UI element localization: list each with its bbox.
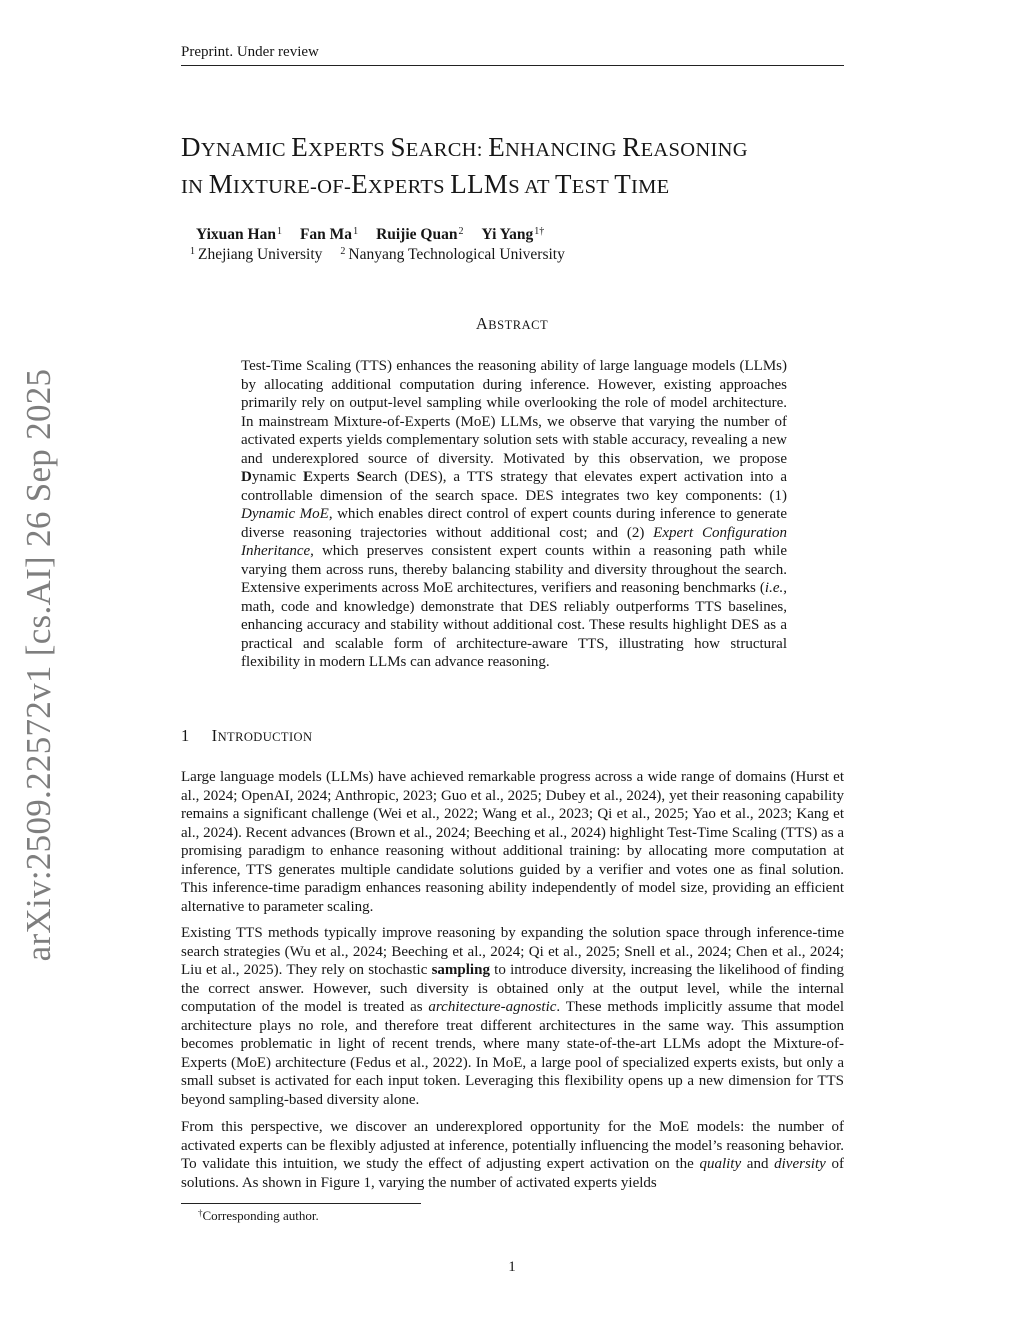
affiliation-mark: 1 [190, 246, 195, 257]
author-name: Yixuan Han [196, 226, 276, 243]
affiliation-mark: 2 [340, 246, 346, 257]
title-word-rest: IXTURE-OF- [233, 176, 352, 198]
title-word-cap: S [390, 132, 406, 162]
header-rule [181, 65, 844, 66]
affiliation [340, 246, 564, 263]
author [481, 226, 544, 243]
intro-paragraph-1 [181, 768, 844, 916]
title-word-cap: E [291, 132, 309, 162]
author [196, 226, 282, 243]
page-number: 1 [508, 1259, 516, 1275]
title-word-rest: S [508, 176, 525, 198]
section-heading-introduction [181, 726, 312, 746]
footnote-text: Corresponding author. [202, 1208, 319, 1223]
text-run: earch (DES), a TTS strategy that elevates expert activation into a controllable dimension of the search space. DES integrates two key components: (1) [241, 469, 787, 504]
text-run: xperts [312, 469, 357, 485]
title-line-2 [181, 167, 861, 204]
footnote-rule [181, 1203, 421, 1204]
abstract-heading [0, 314, 1024, 334]
title-word-rest: EARCH: [405, 139, 489, 161]
arxiv-identifier-stamp[interactable]: arXiv:2509.22572v1 [cs.AI] 26 Sep 2025 [19, 368, 58, 962]
title-word-rest: XPERTS [308, 139, 391, 161]
text-run: of solutions. As shown in Figure 1, varying the number of activated experts yields [181, 1156, 844, 1191]
footnote-mark: † [198, 1208, 203, 1218]
text-run: Expert Configuration Inheritance [241, 524, 787, 559]
title-word-cap: T [614, 169, 631, 199]
text-run: architecture-agnostic [428, 999, 557, 1015]
paper-title [181, 130, 861, 204]
intro-paragraph-2 [181, 924, 844, 1109]
section-heading-cap: I [211, 726, 218, 745]
text-run: Dynamic MoE [241, 506, 329, 522]
title-word-rest: IME [630, 176, 670, 198]
title-word-rest: NHANCING [505, 139, 623, 161]
title-word-rest: IN [181, 176, 209, 198]
text-run: S [356, 469, 365, 485]
title-word-rest: YNAMIC [200, 139, 292, 161]
author-name: Yi Yang [481, 226, 534, 243]
text-run: i.e. [764, 580, 784, 596]
text-run: Existing TTS methods typically improve reasoning by expanding the solution space through inference-time search strategies (Wu et al., 2024; Beeching et al., 2024; Qi et al., 2025; Snell et al., 2024; Chen et al., 2024; Liu et al., 2025). They rely on stochastic [181, 925, 844, 978]
title-word-cap: E [351, 169, 368, 199]
text-run: Test-Time Scaling (TTS) enhances the reasoning ability of large language models (LLMs) by allocating additional computation during inference. However, existing approaches primarily rely on output-level sampling while overlooking the role of model architecture. In mainstream Mixture-of-Experts (MoE) LLMs, we observe that varying the number of activated experts yields complementary solution sets with stable accuracy, revealing a new and underexplored source of diversity. Motivated by this observation, we propose [241, 358, 787, 467]
footnote [198, 1208, 319, 1224]
author [300, 226, 358, 243]
text-run: to introduce diversity, increasing the likelihood of finding the correct answer. However, such diversity is obtained only at the output level, while the internal computation of the model is treated as [181, 962, 844, 1015]
affiliation-list [190, 246, 583, 264]
running-header: Preprint. Under review [181, 44, 319, 60]
author-list [196, 226, 562, 244]
text-run: D [241, 469, 252, 485]
title-word-cap: E [488, 132, 506, 162]
text-run: E [302, 469, 313, 485]
title-line-1 [181, 130, 861, 167]
text-run: Large language models (LLMs) have achieved remarkable progress across a wide range of domains (Hurst et al., 2024; OpenAI, 2024; Anthropic, 2023; Guo et al., 2025; Dubey et al., 2024), yet their reasoning capability remains a significant challenge (Wei et al., 2022; Wang et al., 2023; Qi et al., 2025; Yao et al., 2023; Kang et al., 2024). Recent advances (Brown et al., 2024; Beeching et al., 2024) highlight Test-Time Scaling (TTS) as a promising paradigm to enhance reasoning without additional training: by allocating more computation at inference, TTS generates multiple candidate solutions guided by a verifier and votes one as final solution. This inference-time paradigm enhances reasoning ability independently of model size, providing an efficient alternative to parameter scaling. [181, 769, 844, 915]
intro-paragraph-3 [181, 1118, 844, 1192]
text-run: , which enables direct control of expert counts during inference to generate diverse reasoning trajectories without additional cost; and (2) [241, 506, 787, 541]
author-affiliation-mark: 2 [458, 226, 464, 237]
section-heading-rest: NTRODUCTION [217, 730, 313, 744]
author-affiliation-mark: 1 [353, 226, 359, 237]
text-run: and [741, 1156, 775, 1172]
title-word-rest: XPERTS [367, 176, 451, 198]
title-word-rest: EASONING [640, 139, 748, 161]
title-word-rest: AT [524, 176, 555, 198]
title-word-rest: EST [571, 176, 615, 198]
abstract-heading-rest: BSTRACT [488, 318, 549, 332]
title-word-cap: T [554, 169, 572, 199]
text-run: ynamic [251, 469, 303, 485]
text-run: quality [699, 1156, 742, 1172]
author-name: Ruijie Quan [376, 226, 458, 243]
text-run: diversity [774, 1156, 826, 1172]
author-affiliation-mark: 1 [276, 226, 282, 237]
text-run: . These methods implicitly assume that model architecture plays no role, and therefore treat different architectures in the same way. This assumption becomes problematic in light of recent trends, where many state-of-the-art LLMs adopt the Mixture-of-Experts (MoE) architecture (Fedus et al., 2022). In MoE, a large pool of specialized experts exists, but only a small subset is activated for each input token. Leveraging this flexibility opens up a new dimension for TTS beyond sampling-based diversity alone. [181, 999, 844, 1108]
title-word-cap: R [622, 132, 641, 162]
affiliation-name: Nanyang Technological University [348, 246, 565, 263]
text-run: From this perspective, we discover an underexplored opportunity for the MoE models: the number of activated experts can be flexibly adjusted at inference, potentially influencing the model’s reasoning behavior. To validate this intuition, we study the effect of adjusting expert activation on the [181, 1119, 844, 1172]
section-number: 1 [181, 726, 190, 745]
text-run: , math, code and knowledge) demonstrate that DES reliably outperforms TTS baselines, enhancing accuracy and stability without additional cost. These results highlight DES as a practical and scalable form of architecture-aware TTS, illustrating how structural flexibility in modern LLMs can advance reasoning. [241, 580, 787, 670]
text-run: , which preserves consistent expert counts within a reasoning path while varying them across runs, thereby balancing stability and diversity throughout the search. Extensive experiments across MoE architectures, verifiers and reasoning benchmarks ( [241, 543, 787, 596]
author [376, 226, 463, 243]
abstract-body [241, 357, 787, 672]
author-affiliation-mark: 1† [534, 226, 545, 237]
title-word-cap: LLM [450, 169, 509, 199]
title-word-cap: D [181, 132, 201, 162]
affiliation-name: Zhejiang University [198, 246, 323, 263]
affiliation [190, 246, 322, 263]
author-name: Fan Ma [299, 226, 353, 243]
abstract-heading-cap: A [475, 314, 489, 333]
text-run: sampling [431, 962, 490, 978]
title-word-cap: M [208, 169, 233, 199]
